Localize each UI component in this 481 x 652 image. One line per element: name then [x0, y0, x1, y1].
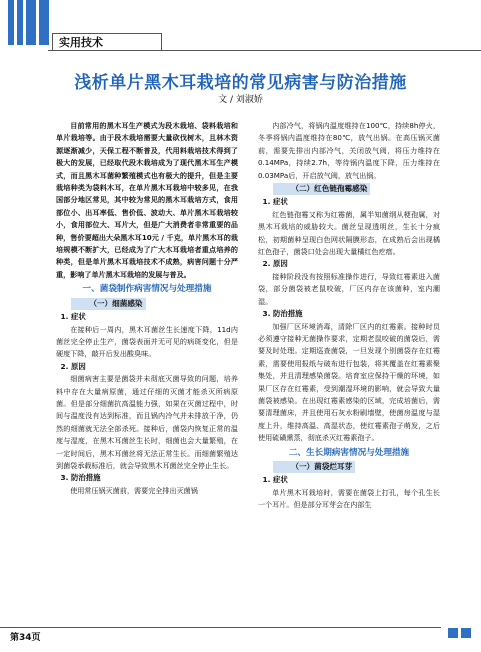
right-column	[258, 120, 440, 512]
article-author: 文 / 刘淑娇	[218, 95, 263, 105]
heading-cause: 2. 原因	[60, 361, 86, 371]
heading-symptom: 1. 症状	[262, 197, 288, 207]
subsection-label: （一）菌袋烂耳芽	[273, 461, 355, 473]
section-label: 实用技术	[52, 33, 162, 51]
heading-measures: 3. 防治措施	[60, 473, 101, 483]
subsection-label: （一）细菌感染	[71, 298, 145, 310]
header-bar-2	[17, 0, 23, 45]
article-title: 浅析单片黑木耳栽培的常见病害与防治措施	[74, 73, 407, 93]
subsection-title	[56, 298, 238, 310]
page-number: 第34页	[10, 633, 41, 643]
section-1-title: 一、菌袋制作病害情况与处理措施	[82, 284, 212, 295]
paragraph: 单片黑木耳栽培时，需要在菌袋上打孔，每个孔生长一个耳片。但是部分耳芽会在内部生	[258, 487, 440, 510]
left-column	[56, 120, 238, 497]
paragraph: 接种阶段没有按照标准操作进行，导致红霉素进入菌袋，部分菌袋被老鼠咬破，厂区内存在该菌种，室内潮湿。	[258, 271, 440, 306]
paragraph: 红色链孢霉又称为红霉菌，属半知菌纲从梗孢属，对黑木耳栽培的威胁较大。菌丝呈现透明丝，生长十分疯松，初期菌种呈现白色网状隔膜形态，在成熟后会出现橘红色孢子，菌袋口处会出现大量橘红色疙瘩。	[258, 209, 440, 257]
paragraph: 内部冷气，将锅内温度维持在100℃，持续8h停火，冬季将锅内温度维持在80℃，放气出锅。在高压锅灭菌前，需要先排出内部冷气，关闭放气阀，将压力维持在0.14MPa，持续2.7h，等待锅内温度下降，压力维持在0.03MPa后，开启放气阀，放气出锅。	[258, 121, 440, 180]
header-bar-1	[8, 0, 14, 45]
footer-square-1	[448, 628, 458, 638]
paragraph: 细菌病害主要是菌袋并未彻底灭菌导致的问题，培养料中存在大量病原菌，通过仔细的灭菌才能杀灭所病原菌。但是部分细菌抗高温能力强，如果在灭菌过程中，时间与温度没有达到标准，而且锅内冷气并未排放干净，仍然的细菌就无法全部杀死。接种后，菌袋内恢复正常的温度与湿度，在黑木耳菌丝生长时，细菌也会大量繁殖，在一定时间后，黑木耳菌丝将无法正常生长。而细菌繁殖达到菌袋承载标准后，就会导致黑木耳菌丝完全停止生长。	[56, 374, 238, 470]
footer-rule	[0, 627, 441, 628]
paragraph: 使用常压锅灭菌前，需要完全排出灭菌锅	[70, 485, 198, 495]
subsection-title	[258, 461, 440, 473]
heading-symptom: 1. 症状	[60, 312, 86, 322]
header-bar-4	[39, 0, 49, 45]
footer-square-2	[461, 628, 471, 638]
paragraph: 在接种后一周内，黑木耳菌丝生长速度下降，11d内菌丝完全停止生产，菌袋表面并无可见的病斑变化，但是硬度下降，敲开后发出酸臭味。	[56, 324, 238, 359]
intro-paragraph: 目前常用的黑木耳生产模式为段木栽培、袋料栽培和单片栽培等。由于段木栽培需要大量砍伐树木，且林木资源逐渐减少，天保工程不断普及，代用料栽培技术得到了极大的发展，已经取代段木栽培成为了现代黑木耳生产模式，而且黑木耳菌种繁殖模式也有极大的提升，但是主要栽培种类为袋料木耳，在单片黑木耳栽培中较多见，在我国部分地区常见，其中较为常见的黑木耳栽培方式，食用部位小、出耳率低、售价低、波动大、单片黑木耳栽培较小，食用部位大、耳片大，但是广大消费者非常重要的品种，售价要超出大朵黑木耳10元 / 千克，单片黑木耳的栽培规模不断扩大，已经成为了广大木耳栽培者重点培养的种类，但是单片黑木耳栽培技术不成熟，病害问题十分严重，影响了单片黑木耳栽培的发展与普及。	[56, 121, 238, 279]
subsection-title	[258, 183, 440, 195]
heading-cause: 2. 原因	[262, 259, 288, 269]
heading-symptom: 1. 症状	[262, 475, 288, 485]
heading-measures: 3. 防治措施	[262, 309, 303, 319]
header-bar-3	[26, 0, 36, 45]
subsection-label: （二）红色链孢霉感染	[273, 183, 370, 195]
paragraph: 加强厂区环境消毒，清除厂区内的红霉素。接种时员必须遵守接种无菌操作要求，定期老鼠咬破的菌袋后，需要及时处理。定期巡查菌袋，一旦发现个别菌袋存在红霉素，需要使用报纸与破布进行包装，将其覆盖在红霉素聚集处，并且清理感染菌袋。培育室应保持干燥的环境，如果厂区存在红霉素，受到潮湿环境的影响，就会导致大量菌袋被感染。在出现红霉素感染的区域，完成培菌后，需要清理菌床，并且使用石灰水粉刷墙壁，使菌房温度与湿度上升，维持高温、高湿状态，使红霉素孢子萌发，之后使用硫磺熏蒸，彻底杀灭红霉素孢子。	[258, 321, 440, 443]
section-2-title: 二、生长期病害情况与处理措施	[288, 447, 410, 458]
